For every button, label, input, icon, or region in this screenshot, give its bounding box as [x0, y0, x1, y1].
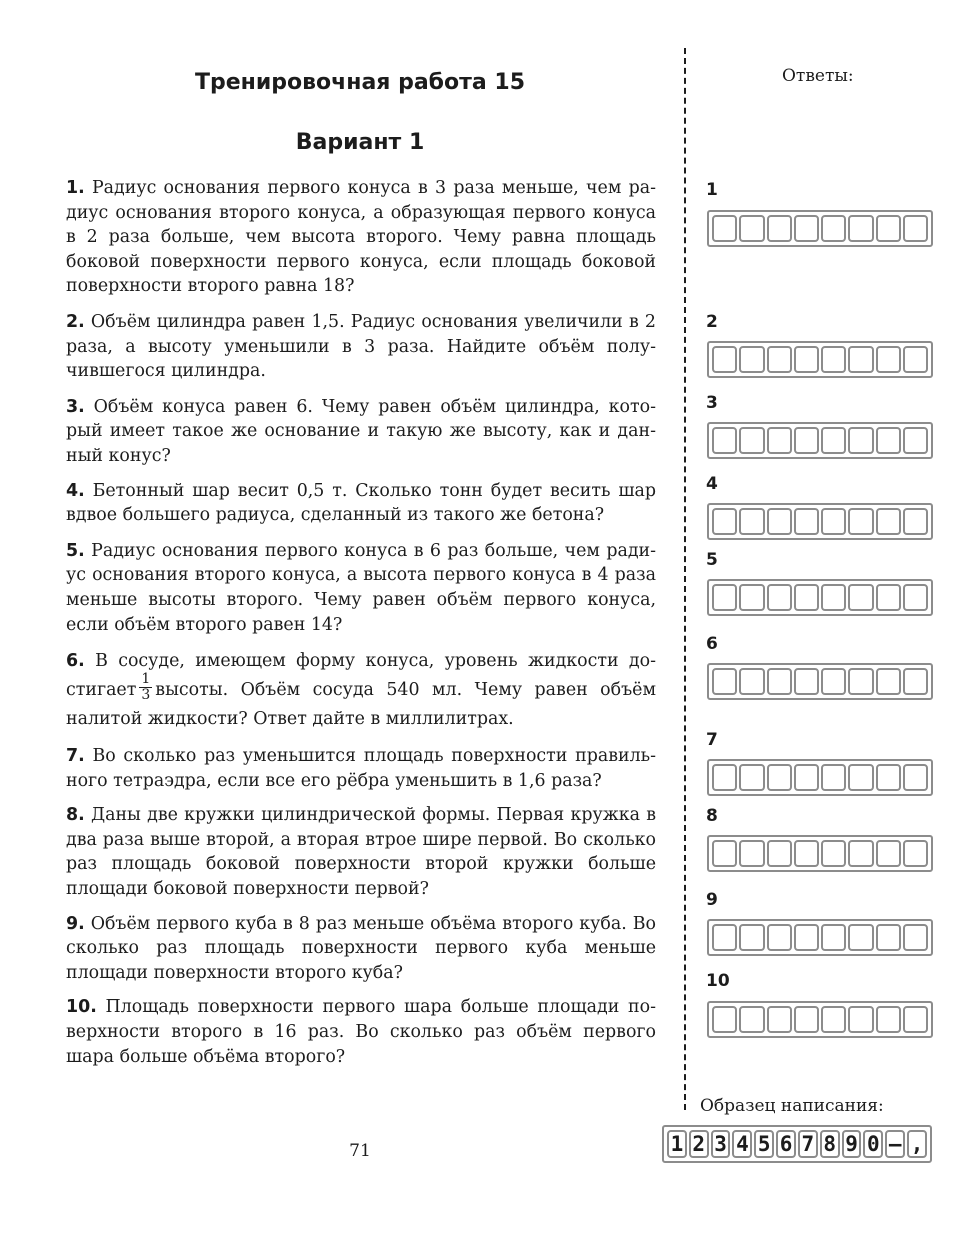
answer-box-10[interactable]	[707, 1001, 933, 1038]
answer-cell[interactable]	[767, 346, 792, 373]
answer-cell[interactable]	[821, 840, 846, 867]
answer-cell[interactable]	[767, 764, 792, 791]
answer-cell[interactable]	[903, 924, 928, 951]
answer-cell[interactable]	[739, 584, 764, 611]
answer-cell[interactable]	[739, 1006, 764, 1033]
answer-cell[interactable]	[739, 427, 764, 454]
problem-text: Объём цилиндра равен 1,5. Радиус основания увеличили в 2 раза, а высоту уменьшили в 3 раза. Найдите объём получившегося цилиндра.	[66, 311, 656, 382]
answer-cell[interactable]	[848, 924, 873, 951]
problem-8	[66, 803, 656, 901]
answer-cell[interactable]	[848, 668, 873, 695]
answer-cell[interactable]	[821, 346, 846, 373]
problem-number: 2.	[66, 311, 85, 332]
problem-number: 9.	[66, 913, 85, 934]
answer-box-8[interactable]	[707, 835, 933, 872]
answer-cell[interactable]	[767, 584, 792, 611]
answer-box-6[interactable]	[707, 663, 933, 700]
answer-cell[interactable]	[712, 346, 737, 373]
problem-text: Объём первого куба в 8 раз меньше объёма второго куба. Во сколько раз площадь поверхности первого куба меньше площади поверхности второго куба?	[66, 913, 657, 983]
answer-cell[interactable]	[712, 1006, 737, 1033]
answer-cell[interactable]	[876, 668, 901, 695]
answer-cell[interactable]	[848, 508, 873, 535]
fraction-numerator: 1	[141, 671, 151, 688]
sample-char: 8	[820, 1130, 840, 1158]
answer-cell[interactable]	[903, 215, 928, 242]
answer-cell[interactable]	[767, 840, 792, 867]
answer-cell[interactable]	[767, 427, 792, 454]
answer-cell[interactable]	[876, 215, 901, 242]
answer-cell[interactable]	[876, 584, 901, 611]
answer-cell[interactable]	[903, 584, 928, 611]
answer-cell[interactable]	[794, 427, 819, 454]
answer-cell[interactable]	[848, 215, 873, 242]
answer-cell[interactable]	[767, 508, 792, 535]
answer-box-2[interactable]	[707, 341, 933, 378]
problem-4	[66, 479, 656, 528]
answer-cell[interactable]	[848, 346, 873, 373]
answer-box-5[interactable]	[707, 579, 933, 616]
answer-cell[interactable]	[739, 924, 764, 951]
problem-number: 7.	[66, 746, 85, 767]
problem-text: Бетонный шар весит 0,5 т. Сколько тонн будет весить шар вдвое большего радиуса, сделанный из такого же бетона?	[66, 480, 656, 526]
answer-cell[interactable]	[903, 840, 928, 867]
answer-cell[interactable]	[876, 764, 901, 791]
answer-cell[interactable]	[848, 764, 873, 791]
answer-cell[interactable]	[767, 215, 792, 242]
answer-label-9: 9	[706, 890, 718, 910]
answer-cell[interactable]	[712, 840, 737, 867]
answer-cell[interactable]	[712, 508, 737, 535]
problem-number: 8.	[66, 805, 85, 826]
problem-number: 5.	[66, 540, 85, 561]
problem-1	[66, 176, 656, 299]
sample-label: Образец написания:	[700, 1096, 884, 1116]
answer-cell[interactable]	[876, 840, 901, 867]
answer-cell[interactable]	[794, 215, 819, 242]
answer-label-5: 5	[706, 550, 718, 570]
answer-cell[interactable]	[821, 427, 846, 454]
problem-number: 6.	[66, 651, 85, 672]
sample-char: 2	[689, 1130, 709, 1158]
answer-label-6: 6	[706, 634, 718, 654]
answer-cell[interactable]	[794, 346, 819, 373]
answer-cell[interactable]	[876, 508, 901, 535]
page-number: 71	[349, 1141, 371, 1161]
problem-text: Даны две кружки цилиндрической формы. Первая кружка в два раза выше второй, а вторая втрое шире первой. Во сколько раз площадь боковой поверхности второй кружки больше площади боковой поверхности первой?	[66, 805, 656, 900]
answer-cell[interactable]	[712, 924, 737, 951]
answer-cell[interactable]	[794, 508, 819, 535]
problem-text: Площадь поверхности первого шара больше площади поверхности второго в 16 раз. Во сколько раз объём первого шара больше объёма второго?	[66, 997, 656, 1067]
problem-9	[66, 912, 656, 986]
worksheet-title: Тренировочная работа 15	[194, 70, 526, 95]
answer-cell[interactable]	[739, 764, 764, 791]
answer-label-3: 3	[706, 393, 718, 413]
answer-cell[interactable]	[903, 427, 928, 454]
answer-box-3[interactable]	[707, 422, 933, 459]
answer-box-4[interactable]	[707, 503, 933, 540]
answer-cell[interactable]	[876, 427, 901, 454]
answer-label-2: 2	[706, 312, 718, 332]
answer-cell[interactable]	[739, 215, 764, 242]
answer-cell[interactable]	[794, 668, 819, 695]
answer-label-8: 8	[706, 806, 718, 826]
answer-box-9[interactable]	[707, 919, 933, 956]
answer-cell[interactable]	[821, 508, 846, 535]
answer-cell[interactable]	[821, 668, 846, 695]
answer-cell[interactable]	[903, 1006, 928, 1033]
answer-cell[interactable]	[903, 508, 928, 535]
answer-cell[interactable]	[767, 924, 792, 951]
problem-6	[66, 647, 656, 734]
answer-cell[interactable]	[794, 1006, 819, 1033]
answer-cell[interactable]	[848, 427, 873, 454]
answer-cell[interactable]	[739, 668, 764, 695]
answer-cell[interactable]	[712, 215, 737, 242]
answers-header: Ответы:	[782, 66, 854, 86]
problem-2	[66, 310, 656, 384]
problem-list	[66, 176, 656, 1069]
problem-number: 1.	[66, 178, 85, 198]
answer-cell[interactable]	[876, 924, 901, 951]
sample-char: –	[885, 1130, 905, 1158]
answer-cell[interactable]	[821, 924, 846, 951]
answer-cell[interactable]	[767, 1006, 792, 1033]
sample-digits-row	[662, 1125, 932, 1163]
problem-text: Объём конуса равен 6. Чему равен объём цилиндра, который имеет такое же основание и такую же высоту, как и данный конус?	[66, 396, 656, 466]
answer-cell[interactable]	[767, 668, 792, 695]
answer-cell[interactable]	[794, 840, 819, 867]
answer-cell[interactable]	[794, 924, 819, 951]
sample-char: 9	[842, 1130, 862, 1158]
answer-cell[interactable]	[876, 1006, 901, 1033]
problem-number: 10.	[66, 997, 97, 1018]
problem-number: 3.	[66, 396, 85, 417]
problem-text: Радиус основания первого конуса в 6 раз больше, чем радиус основания второго конуса, а высота первого конуса в 4 раза меньше высоты второго. Чему равен объём первого конуса, если объём второго равен 14?	[66, 540, 657, 635]
answer-cell[interactable]	[903, 764, 928, 791]
problem-5	[66, 539, 656, 637]
answer-cell[interactable]	[821, 1006, 846, 1033]
answer-cell[interactable]	[821, 584, 846, 611]
problem-7	[66, 744, 656, 793]
answer-box-1[interactable]	[707, 210, 933, 247]
sample-char: 4	[732, 1130, 752, 1158]
answer-cell[interactable]	[739, 346, 764, 373]
answer-cell[interactable]	[903, 346, 928, 373]
sample-char: 7	[798, 1130, 818, 1158]
answer-label-10: 10	[706, 971, 730, 991]
answer-cell[interactable]	[848, 584, 873, 611]
cut-line-divider	[684, 48, 686, 1110]
problem-text-after: высоты. Объём сосуда 540 мл. Чему равен объём налитой жидкости? Ответ дайте в миллилитрах.	[66, 680, 656, 730]
answer-cell[interactable]	[712, 764, 737, 791]
problem-3	[66, 395, 656, 469]
answer-cell[interactable]	[848, 840, 873, 867]
answer-label-1: 1	[706, 180, 718, 200]
answer-cell[interactable]	[712, 584, 737, 611]
answer-cell[interactable]	[821, 764, 846, 791]
answer-cell[interactable]	[794, 584, 819, 611]
answer-cell[interactable]	[821, 215, 846, 242]
answer-cell[interactable]	[712, 668, 737, 695]
variant-title: Вариант 1	[295, 130, 425, 155]
answer-cell[interactable]	[848, 1006, 873, 1033]
problem-10	[66, 995, 656, 1069]
answer-cell[interactable]	[739, 508, 764, 535]
problem-text: Радиус основания первого конуса в 3 раза меньше, чем радиус основания второго конуса, а образующая первого конуса в 2 раза больше, чем высота второго. Чему равна площадь боковой поверхности первого конуса, если площадь боковой поверхности второго равна 18?	[66, 178, 656, 297]
sample-char: 6	[776, 1130, 796, 1158]
answer-label-7: 7	[706, 730, 718, 750]
sample-char: 3	[711, 1130, 731, 1158]
answer-box-7[interactable]	[707, 759, 933, 796]
answer-cell[interactable]	[739, 840, 764, 867]
answer-cell[interactable]	[712, 427, 737, 454]
sample-char: ,	[907, 1130, 927, 1158]
sample-char: 5	[754, 1130, 774, 1158]
problem-text-before: В сосуде, имеющем форму конуса, уровень жидкости достигает	[66, 651, 656, 701]
answer-cell[interactable]	[794, 764, 819, 791]
answer-cell[interactable]	[903, 668, 928, 695]
fraction-denominator: 3	[141, 687, 151, 704]
answer-cell[interactable]	[876, 346, 901, 373]
sample-char: 1	[667, 1130, 687, 1158]
answer-label-4: 4	[706, 474, 718, 494]
problem-number: 4.	[66, 480, 85, 501]
sample-char: 0	[863, 1130, 883, 1158]
problem-text: Во сколько раз уменьшится площадь поверхности правильного тетраэдра, если все его рёбра уменьшить в 1,6 раза?	[66, 746, 656, 791]
fraction	[139, 672, 152, 703]
